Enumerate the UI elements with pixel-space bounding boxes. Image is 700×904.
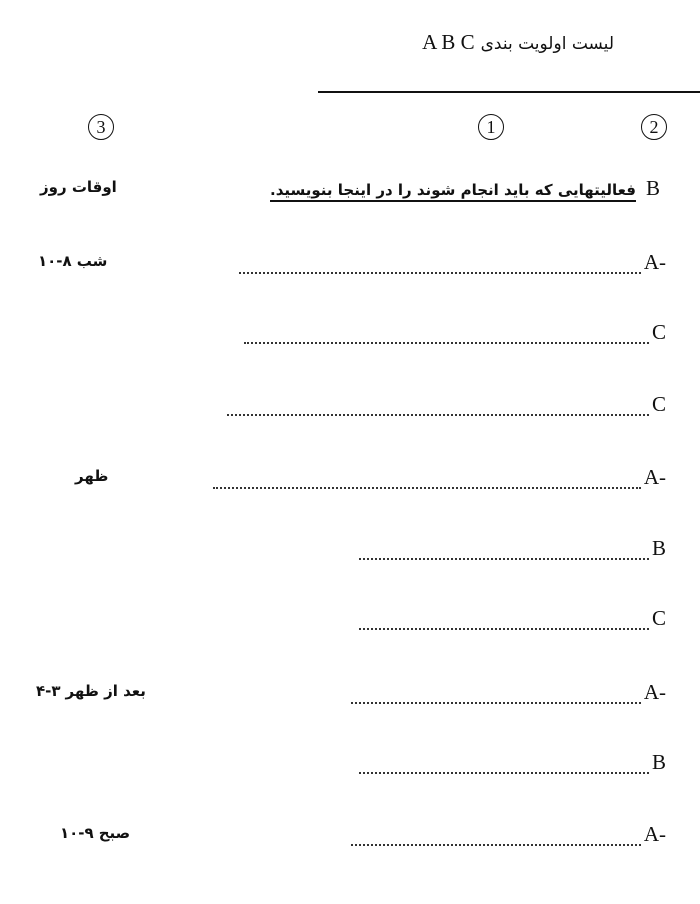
time-slot: [36, 682, 146, 700]
time-period: شب: [76, 252, 108, 270]
activities-header: [270, 176, 660, 201]
time-period: صبح: [98, 824, 131, 842]
task-blank-line[interactable]: [359, 772, 649, 774]
time-column-header: اوقات روز: [40, 178, 117, 196]
time-range: ۱۰-۸: [38, 252, 72, 270]
priority-letter: C: [651, 392, 666, 416]
priority-letter: C: [651, 320, 666, 344]
priority-letter: B: [651, 536, 666, 560]
task-blank-line[interactable]: [239, 272, 641, 274]
title-text: لیست اولویت بندی: [480, 34, 614, 54]
task-row: [351, 822, 666, 852]
priority-letter: B: [651, 750, 666, 774]
priority-letter: A-: [643, 250, 666, 274]
column-number-3: 3: [88, 114, 114, 140]
task-blank-line[interactable]: [244, 342, 649, 344]
task-row: [239, 250, 666, 280]
time-slot: [75, 467, 108, 485]
column-number-1: 1: [478, 114, 504, 140]
task-blank-line[interactable]: [213, 487, 641, 489]
priority-letter: A-: [643, 822, 666, 846]
time-period: ظهر: [75, 467, 109, 485]
column-number-2: 2: [641, 114, 667, 140]
title-letters: A B C: [422, 30, 475, 54]
task-row: [213, 465, 666, 495]
page-title: [422, 30, 614, 55]
priority-letter: A-: [643, 465, 666, 489]
task-row: [359, 750, 666, 780]
time-slot: [38, 252, 107, 270]
task-blank-line[interactable]: [227, 414, 649, 416]
task-row: [359, 536, 666, 566]
task-row: [359, 606, 666, 636]
task-row: [244, 320, 666, 350]
time-slot: [60, 824, 130, 842]
priority-letter: A-: [643, 680, 666, 704]
task-row: [351, 680, 666, 710]
priority-letter: C: [651, 606, 666, 630]
task-blank-line[interactable]: [351, 702, 641, 704]
activities-header-text: فعالیتهایی که باید انجام شوند را در اینجا بنویسید.: [270, 181, 636, 199]
time-range: ۱۰-۹: [60, 824, 94, 842]
task-blank-line[interactable]: [359, 628, 649, 630]
task-row: [227, 392, 666, 422]
task-blank-line[interactable]: [351, 844, 641, 846]
task-blank-line[interactable]: [359, 558, 649, 560]
time-period: بعد از ظهر: [65, 682, 146, 700]
activities-header-letter: B: [645, 176, 660, 200]
title-divider: [318, 91, 700, 93]
time-range: ۴-۳: [36, 682, 61, 700]
